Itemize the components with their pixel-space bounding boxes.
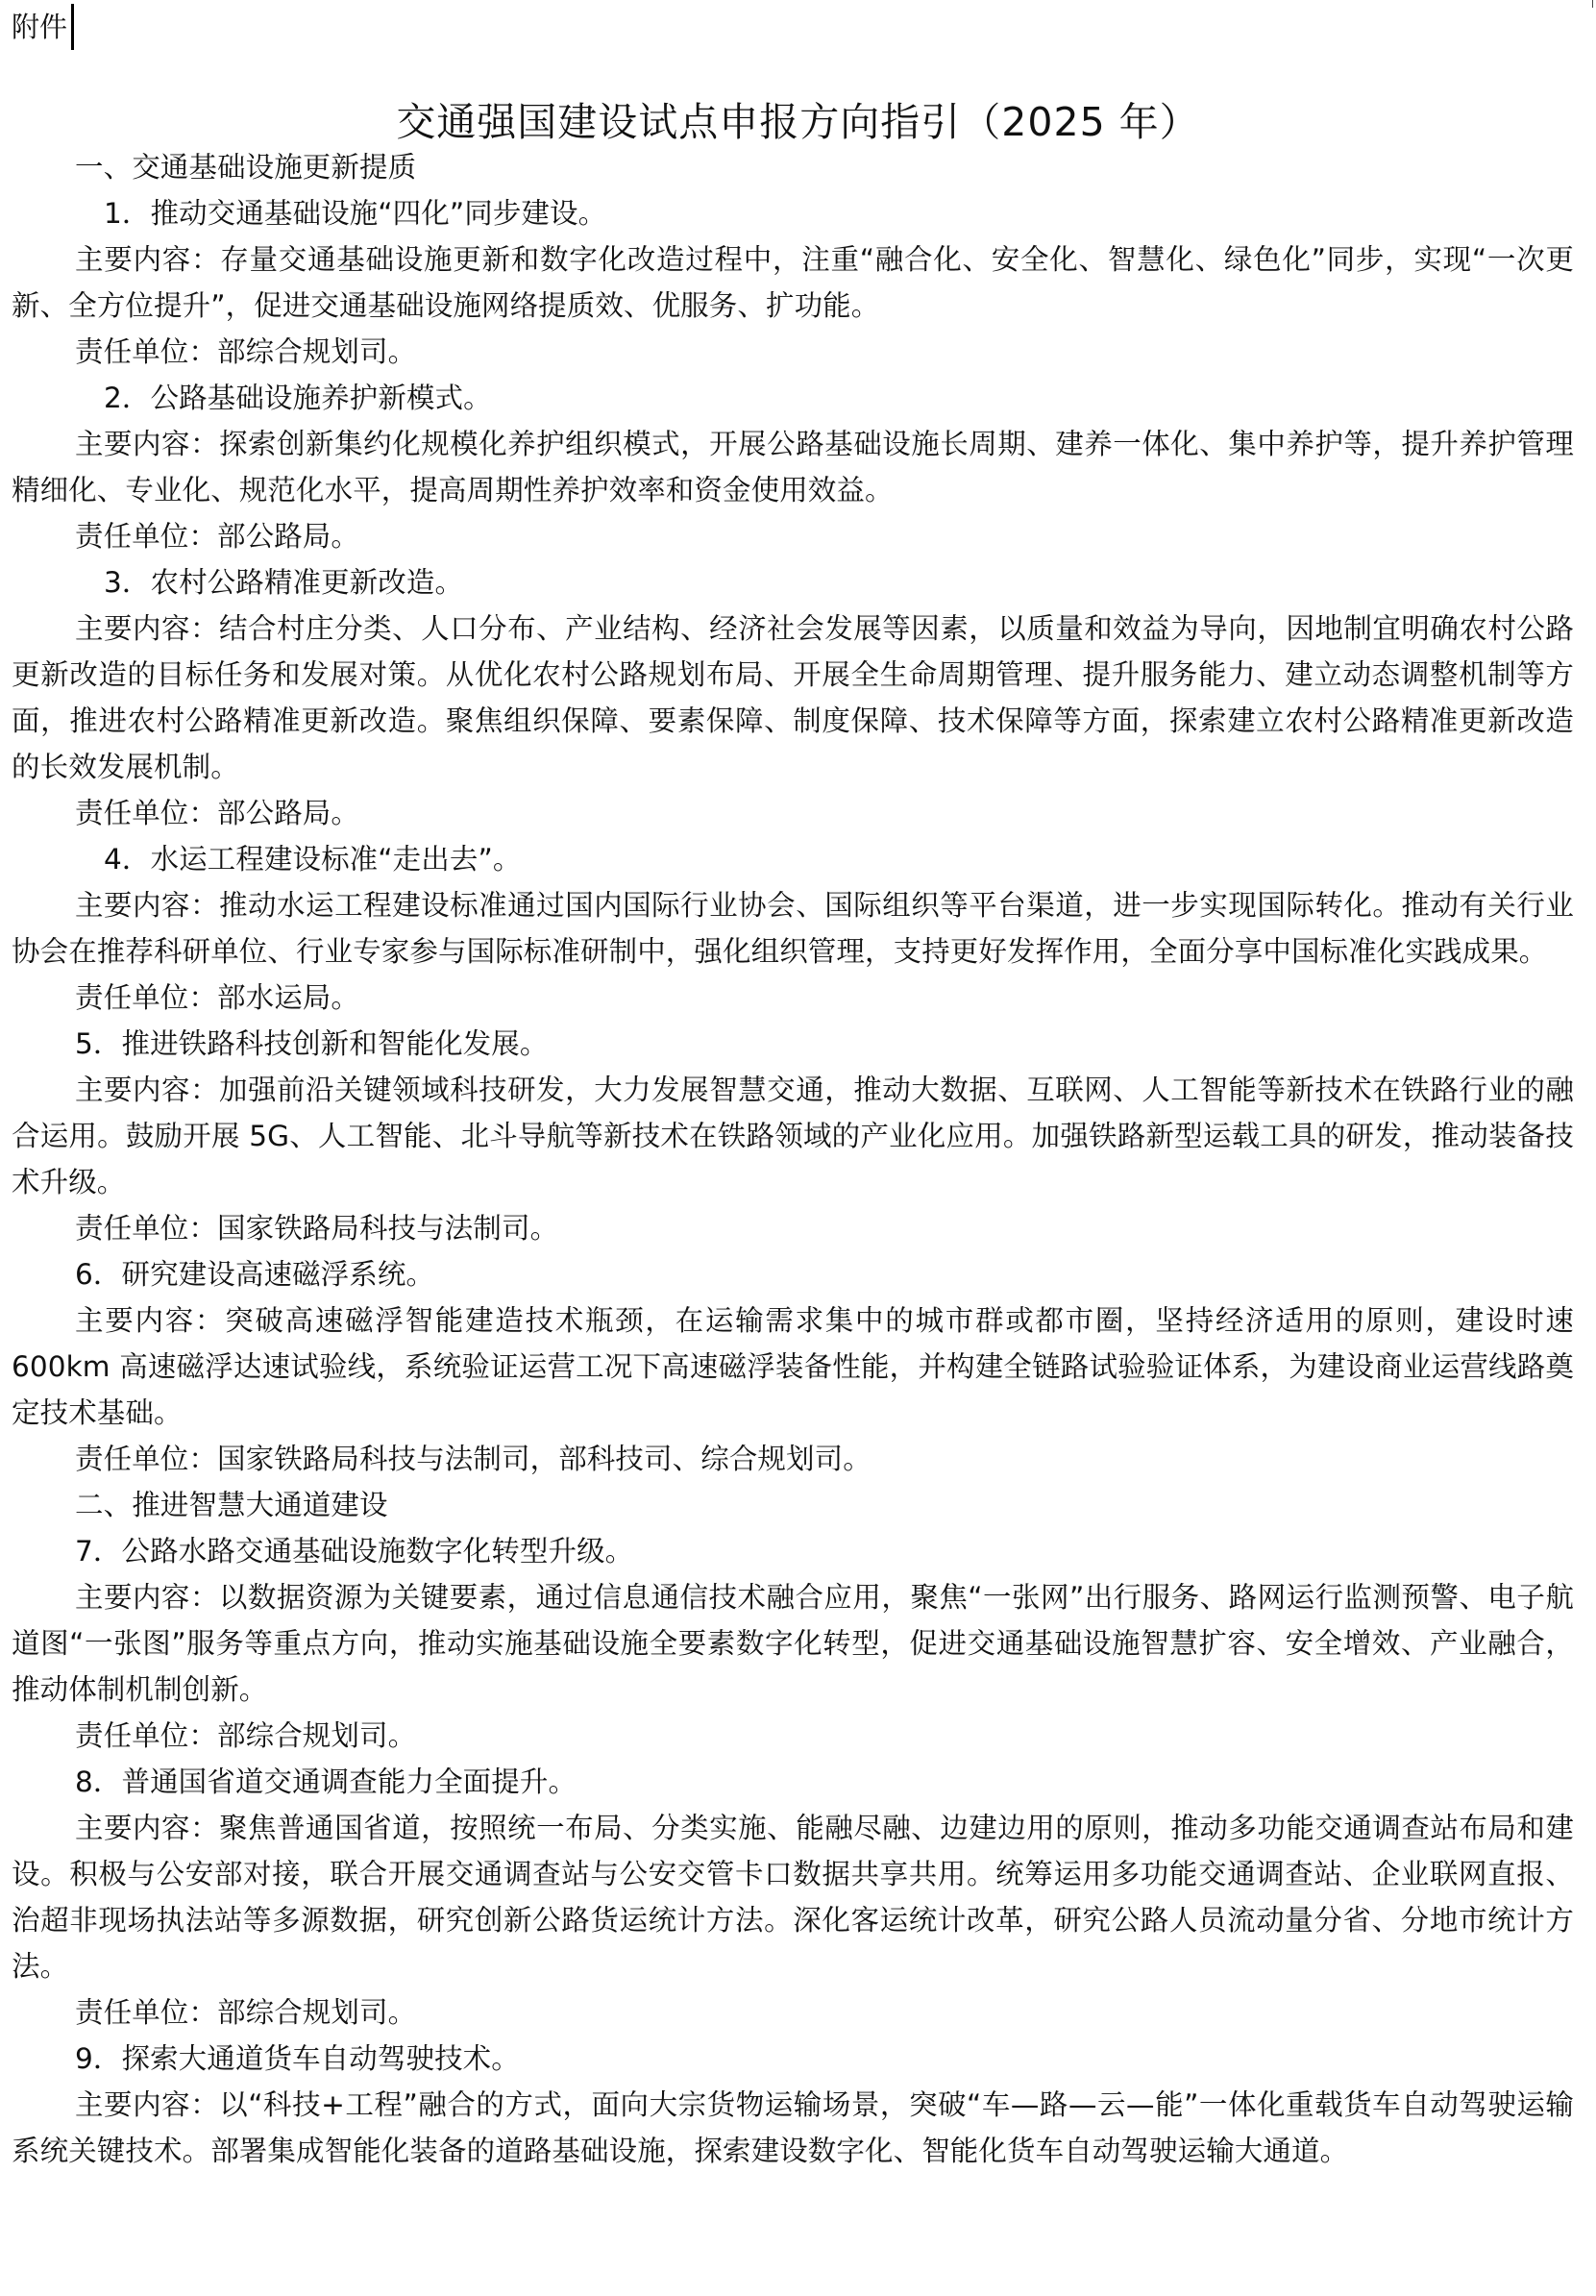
item-responsible-5: 责任单位：国家铁路局科技与法制司。	[75, 1212, 559, 1245]
item-title-6: 6．研究建设高速磁浮系统。	[75, 1258, 435, 1291]
section-heading-smart-corridor: 二、推进智慧大通道建设	[75, 1489, 388, 1521]
item-title-3: 3．农村公路精准更新改造。	[104, 566, 464, 599]
item-responsible-7: 责任单位：部综合规划司。	[75, 1719, 417, 1752]
item-responsible-6: 责任单位：国家铁路局科技与法制司，部科技司、综合规划司。	[75, 1443, 872, 1475]
item-responsible-8: 责任单位：部综合规划司。	[75, 1996, 417, 2029]
item-title-9: 9．探索大通道货车自动驾驶技术。	[75, 2042, 520, 2075]
item-title-2: 2．公路基础设施养护新模式。	[104, 382, 492, 414]
item-responsible-4: 责任单位：部水运局。	[75, 981, 360, 1014]
item-responsible-1: 责任单位：部综合规划司。	[75, 335, 417, 368]
item-content-7: 主要内容：以数据资源为关键要素，通过信息通信技术融合应用，聚焦“一张网”出行服务、路网运行监测预警、电子航道图“一张图”服务等重点方向，推动实施基础设施全要素数字化转型，促进交通基础设施智慧扩容、安全增效、产业融合，推动体制机制创新。	[12, 1581, 1574, 1706]
item-responsible-3: 责任单位：部公路局。	[75, 797, 360, 829]
item-title-8: 8．普通国省道交通调查能力全面提升。	[75, 1765, 577, 1798]
item-title-4: 4．水运工程建设标准“走出去”。	[104, 843, 522, 876]
item-content-6: 主要内容：突破高速磁浮智能建造技术瓶颈，在运输需求集中的城市群或都市圈，坚持经济适用的原则，建设时速 600km 高速磁浮达速试验线，系统验证运营工况下高速磁浮装备性能，并构建全链路试验验证体系，为建设商业运营线路奠定技术基础。	[12, 1304, 1574, 1429]
item-title-5: 5．推进铁路科技创新和智能化发展。	[75, 1027, 549, 1060]
item-content-4: 主要内容：推动水运工程建设标准通过国内国际行业协会、国际组织等平台渠道，进一步实现国际转化。推动有关行业协会在推荐科研单位、行业专家参与国际标准研制中，强化组织管理，支持更好发挥作用，全面分享中国标准化实践成果。	[12, 889, 1574, 968]
item-content-9: 主要内容：以“科技+工程”融合的方式，面向大宗货物运输场景，突破“车—路—云—能”一体化重载货车自动驾驶运输系统关键技术。部署集成智能化装备的道路基础设施，探索建设数字化、智能化货车自动驾驶运输大通道。	[12, 2088, 1574, 2167]
item-title-1: 1．推动交通基础设施“四化”同步建设。	[104, 197, 607, 230]
document-title: 交通强国建设试点申报方向指引（2025 年）	[396, 99, 1200, 146]
item-content-5: 主要内容：加强前沿关键领域科技研发，大力发展智慧交通，推动大数据、互联网、人工智能等新技术在铁路行业的融合运用。鼓励开展 5G、人工智能、北斗导航等新技术在铁路领域的产业化应用。加强铁路新型运载工具的研发，推动装备技术升级。	[12, 1074, 1574, 1198]
section-heading-infrastructure-upgrade: 一、交通基础设施更新提质	[75, 151, 417, 184]
item-content-2: 主要内容：探索创新集约化规模化养护组织模式，开展公路基础设施长周期、建养一体化、集中养护等，提升养护管理精细化、专业化、规范化水平，提高周期性养护效率和资金使用效益。	[12, 428, 1574, 506]
page-edge-marker	[1592, 0, 1593, 8]
attachment-label: 附件	[12, 11, 68, 43]
item-content-8: 主要内容：聚焦普通国省道，按照统一布局、分类实施、能融尽融、边建边用的原则，推动多功能交通调查站布局和建设。积极与公安部对接，联合开展交通调查站与公安交管卡口数据共享共用。统筹运用多功能交通调查站、企业联网直报、治超非现场执法站等多源数据，研究创新公路货运统计方法。深化客运统计改革，研究公路人员流动量分省、分地市统计方法。	[12, 1812, 1574, 1983]
item-content-1: 主要内容：存量交通基础设施更新和数字化改造过程中，注重“融合化、安全化、智慧化、绿色化”同步，实现“一次更新、全方位提升”，促进交通基础设施网络提质效、优服务、扩功能。	[12, 243, 1574, 322]
text-cursor	[71, 4, 74, 50]
item-title-7: 7．公路水路交通基础设施数字化转型升级。	[75, 1535, 634, 1568]
item-content-3: 主要内容：结合村庄分类、人口分布、产业结构、经济社会发展等因素，以质量和效益为导向，因地制宜明确农村公路更新改造的目标任务和发展对策。从优化农村公路规划布局、开展全生命周期管理、提升服务能力、建立动态调整机制等方面，推进农村公路精准更新改造。聚焦组织保障、要素保障、制度保障、技术保障等方面，探索建立农村公路精准更新改造的长效发展机制。	[12, 612, 1574, 783]
document-body	[12, 144, 1574, 2174]
item-responsible-2: 责任单位：部公路局。	[75, 520, 360, 553]
